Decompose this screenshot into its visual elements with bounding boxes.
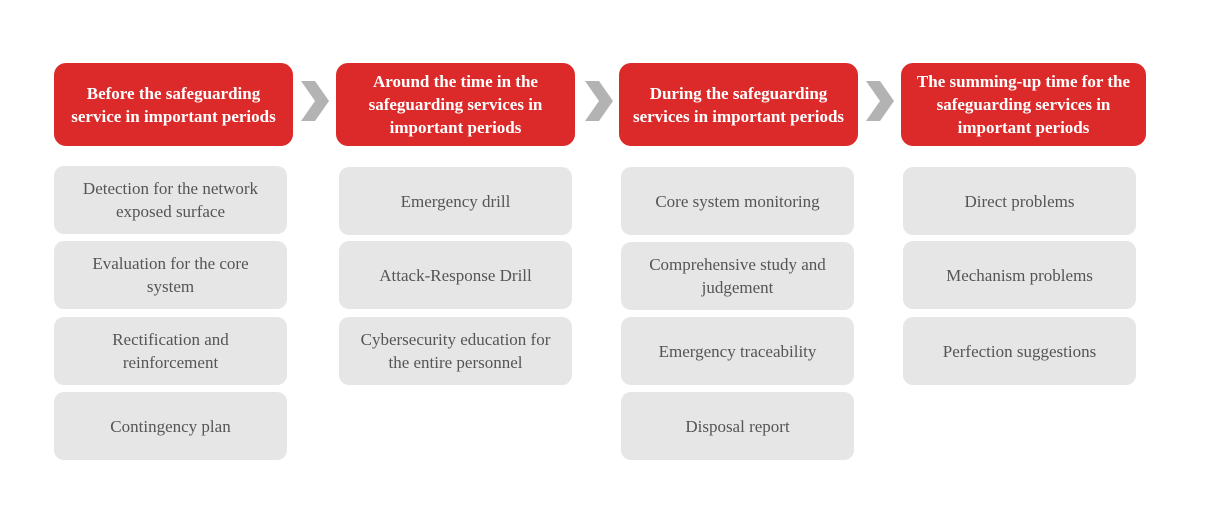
stage-header-4: The summing-up time for the safeguarding services in important periods [901, 63, 1146, 146]
stage-1-item-4: Contingency plan [54, 392, 287, 460]
stage-1-item-3: Rectification and reinforcement [54, 317, 287, 385]
stage-4-item-1: Direct problems [903, 167, 1136, 235]
stage-4-item-2: Mechanism problems [903, 241, 1136, 309]
chevron-right-icon [866, 81, 894, 121]
stage-2-item-2: Attack-Response Drill [339, 241, 572, 309]
stage-4-item-3: Perfection suggestions [903, 317, 1136, 385]
stage-1-item-2: Evaluation for the core system [54, 241, 287, 309]
stage-header-3: During the safeguarding services in important periods [619, 63, 858, 146]
stage-3-item-1: Core system monitoring [621, 167, 854, 235]
stage-3-item-2: Comprehensive study and judgement [621, 242, 854, 310]
chevron-right-icon [301, 81, 329, 121]
stage-header-2: Around the time in the safeguarding services in important periods [336, 63, 575, 146]
chevron-right-icon [585, 81, 613, 121]
stage-3-item-3: Emergency traceability [621, 317, 854, 385]
stage-3-item-4: Disposal report [621, 392, 854, 460]
stage-2-item-3: Cybersecurity education for the entire personnel [339, 317, 572, 385]
stage-header-1: Before the safeguarding service in important periods [54, 63, 293, 146]
stage-2-item-1: Emergency drill [339, 167, 572, 235]
stage-1-item-1: Detection for the network exposed surface [54, 166, 287, 234]
